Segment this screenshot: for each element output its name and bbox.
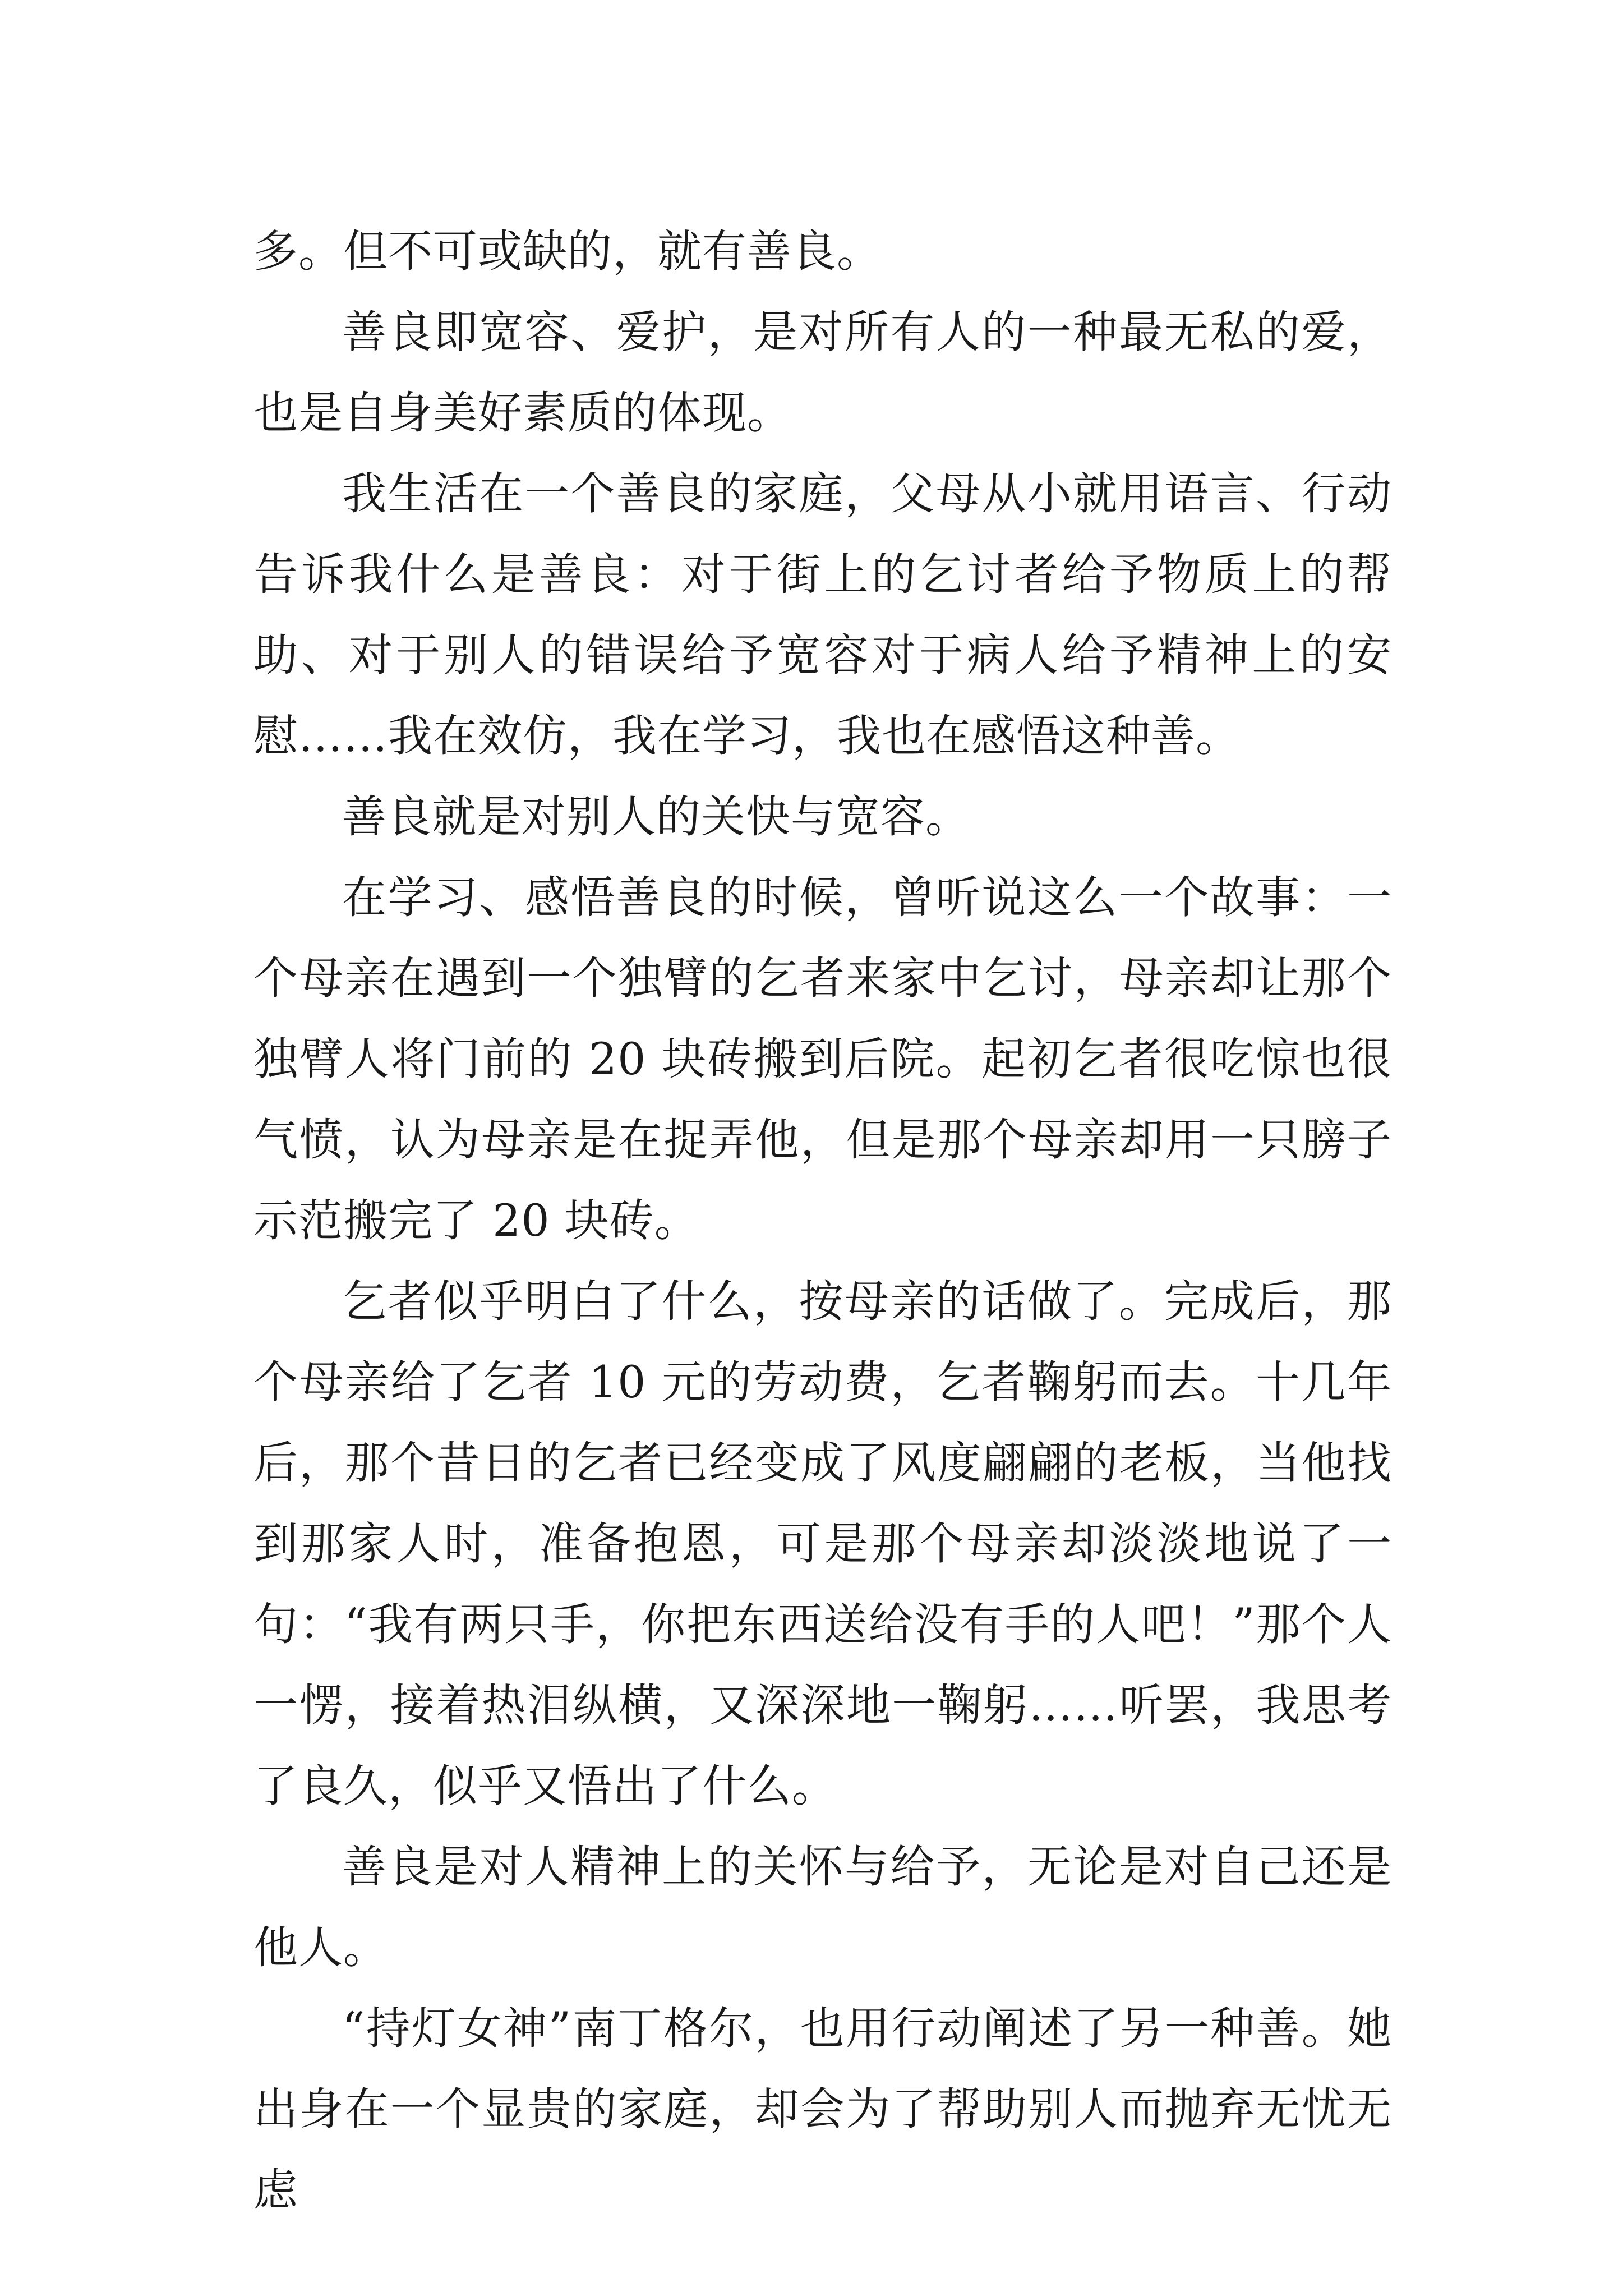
paragraph-1: 多。但不可或缺的，就有善良。: [253, 226, 882, 277]
document-body: [253, 211, 1392, 2230]
paragraph-3: 我生活在一个善良的家庭，父母从小就用语言、行动告诉我什么是善良：对于街上的乞讨者给予物质上的帮助、对于别人的错误给予宽容对于病人给予精神上的安慰……我在效仿，我在学习，我也在感悟这种善。: [253, 468, 1392, 762]
paragraph-8: “持灯女神”南丁格尔，也用行动阐述了另一种善。她出身在一个显贵的家庭，却会为了帮助别人而抛弃无忧无虑: [253, 2003, 1392, 2216]
paragraph-5: 在学习、感悟善良的时候，曾听说这么一个故事：一个母亲在遇到一个独臂的乞者来家中乞讨，母亲却让那个独臂人将门前的 20 块砖搬到后院。起初乞者很吃惊也很气愤，认为母亲是在捉弄他，但是那个母亲却用一只膀子示范搬完了 20 块砖。: [253, 872, 1392, 1246]
paragraph-2: 善良即宽容、爱护，是对所有人的一种最无私的爱，也是自身美好素质的体现。: [253, 306, 1392, 439]
paragraph-7: 善良是对人精神上的关怀与给予，无论是对自己还是他人。: [253, 1841, 1392, 1973]
paragraph-6: 乞者似乎明白了什么，按母亲的话做了。完成后，那个母亲给了乞者 10 元的劳动费，乞者鞠躬而去。十几年后，那个昔日的乞者已经变成了风度翩翩的老板，当他找到那家人时，准备抱恩，可是那个母亲却淡淡地说了一句：“我有两只手，你把东西送给没有手的人吧！”那个人一愣，接着热泪纵横，又深深地一鞠躬……听罢，我思考了良久，似乎又悟出了什么。: [253, 1276, 1392, 1812]
paragraph-4: 善良就是对别人的关快与宽容。: [342, 791, 970, 843]
